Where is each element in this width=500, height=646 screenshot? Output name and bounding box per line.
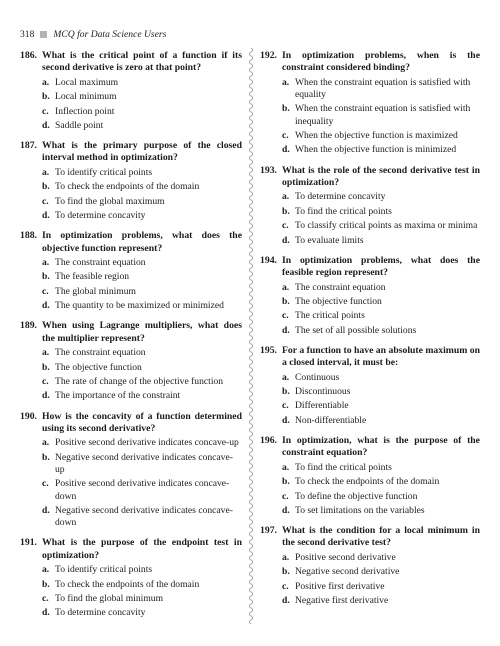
question-text: In optimization problems, what does the objective function represent? (42, 230, 242, 254)
option-label: d. (42, 210, 50, 222)
option-text: To set limitations on the variables (295, 504, 425, 516)
question-number: 191. (20, 537, 37, 549)
answer-option (260, 296, 480, 308)
option-label: c. (42, 105, 49, 117)
option-text: To check the endpoints of the domain (55, 181, 200, 193)
question-text: For a function to have an absolute maximum on a closed interval, it must be: (282, 344, 480, 369)
answer-option (20, 452, 242, 476)
answer-option (260, 206, 480, 218)
option-label: a. (42, 437, 50, 449)
option-label: a. (282, 551, 290, 563)
question-stem (20, 230, 242, 255)
question-text: In optimization, what is the purpose of the constraint equation? (282, 435, 480, 459)
option-text: Positive second derivative indicates concave-up (55, 437, 239, 449)
option-text: When the constraint equation is satisfied with equality (295, 76, 471, 100)
answer-option (260, 191, 480, 203)
option-label: a. (282, 371, 290, 383)
option-text: The critical points (295, 310, 365, 322)
option-label: c. (282, 580, 289, 592)
option-label: c. (42, 592, 49, 604)
option-label: d. (42, 300, 50, 312)
question-stem (260, 165, 480, 190)
option-label: d. (42, 390, 50, 402)
question-text: In optimization problems, what does the feasible region represent? (282, 254, 480, 279)
question-number: 193. (260, 164, 277, 176)
answer-option (20, 77, 242, 89)
question-189 (20, 320, 242, 402)
option-label: d. (42, 504, 50, 516)
question-191 (20, 537, 242, 619)
answer-option (260, 400, 480, 412)
question-193 (260, 165, 480, 247)
question-text: What is the purpose of the endpoint test in optimization? (42, 537, 242, 561)
option-label: d. (282, 595, 290, 607)
option-text: To define the objective function (295, 490, 418, 502)
answer-option (20, 210, 242, 222)
answer-option (260, 386, 480, 398)
option-label: d. (282, 234, 290, 246)
option-text: To check the endpoints of the domain (295, 476, 440, 488)
option-text: The global minimum (55, 285, 137, 297)
option-label: b. (42, 451, 50, 463)
option-text: Local minimum (55, 91, 117, 103)
answer-option (260, 130, 480, 142)
question-stem (20, 411, 242, 436)
question-number: 188. (20, 230, 37, 242)
question-text: What is the role of the second derivative test in optimization? (282, 164, 480, 188)
question-text: What is the condition for a local minimum in the second derivative test? (282, 525, 480, 549)
option-label: a. (42, 564, 50, 576)
answer-option (20, 106, 242, 118)
answer-option (20, 437, 242, 449)
answer-option (20, 271, 242, 283)
answer-option (20, 196, 242, 208)
question-197 (260, 525, 480, 607)
question-196 (260, 435, 480, 517)
answer-option (260, 310, 480, 322)
question-stem (20, 50, 242, 75)
option-label: b. (42, 271, 50, 283)
left-column (20, 50, 242, 628)
option-text: Negative first derivative (295, 595, 389, 607)
option-label: d. (282, 144, 290, 156)
option-text: When the objective function is minimized (295, 144, 457, 156)
question-stem (260, 435, 480, 460)
answer-option (20, 564, 242, 576)
option-text: When the constraint equation is satisfied with inequality (295, 103, 471, 127)
answer-option (20, 167, 242, 179)
option-label: d. (42, 119, 50, 131)
question-186 (20, 50, 242, 132)
option-label: b. (282, 476, 290, 488)
option-label: d. (282, 504, 290, 516)
question-number: 197. (260, 525, 277, 537)
question-stem (260, 525, 480, 550)
question-number: 190. (20, 410, 37, 422)
option-text: The importance of the constraint (55, 390, 181, 402)
answer-option (260, 220, 480, 232)
answer-option (20, 579, 242, 591)
option-text: The objective function (55, 361, 142, 373)
question-number: 189. (20, 320, 37, 332)
option-label: c. (282, 220, 289, 232)
answer-option (20, 286, 242, 298)
question-number: 192. (260, 50, 277, 61)
option-text: The constraint equation (295, 281, 386, 293)
answer-option (20, 376, 242, 388)
option-text: Continuous (295, 371, 340, 383)
option-label: b. (42, 361, 50, 373)
option-text: The objective function (295, 295, 382, 307)
question-text: How is the concavity of a function determined using its second derivative? (42, 410, 242, 434)
answer-option (20, 181, 242, 193)
answer-option (260, 595, 480, 607)
option-text: To determine concavity (55, 607, 146, 619)
question-text: What is the primary purpose of the closed interval method in optimization? (42, 140, 242, 164)
answer-option (20, 607, 242, 619)
option-text: To determine concavity (55, 210, 146, 222)
question-number: 186. (20, 50, 37, 61)
question-195 (260, 345, 480, 427)
answer-option (20, 390, 242, 402)
option-text: To find the global minimum (55, 592, 164, 604)
question-number: 196. (260, 435, 277, 447)
question-text: When using Lagrange multipliers, what does the multiplier represent? (42, 320, 242, 344)
option-text: Negative second derivative indicates concave-down (55, 504, 233, 529)
option-label: a. (282, 281, 290, 293)
answer-option (260, 103, 480, 127)
answer-option (260, 581, 480, 593)
option-text: Local maximum (55, 76, 119, 88)
answer-option (20, 362, 242, 374)
option-label: c. (282, 400, 289, 412)
answer-option (260, 144, 480, 156)
option-label: c. (42, 285, 49, 297)
option-text: The feasible region (55, 271, 130, 283)
answer-option (20, 120, 242, 132)
option-text: To determine concavity (295, 191, 386, 203)
question-188 (20, 230, 242, 312)
option-text: Differentiable (295, 400, 349, 412)
option-text: The rate of change of the objective function (55, 376, 224, 388)
option-label: a. (42, 76, 50, 88)
answer-option (260, 325, 480, 337)
question-192 (260, 50, 480, 157)
answer-option (20, 505, 242, 529)
answer-option (260, 552, 480, 564)
option-text: The quantity to be maximized or minimized (55, 300, 224, 312)
option-text: To evaluate limits (295, 234, 364, 246)
option-text: To find the global maximum (55, 195, 165, 207)
option-label: b. (42, 578, 50, 590)
option-label: b. (282, 103, 290, 115)
answer-option (260, 505, 480, 517)
question-194 (260, 255, 480, 337)
answer-option (260, 415, 480, 427)
option-label: c. (282, 490, 289, 502)
option-text: The constraint equation (55, 347, 146, 359)
option-label: a. (282, 191, 290, 203)
answer-option (260, 566, 480, 578)
option-label: d. (282, 414, 290, 426)
answer-option (260, 462, 480, 474)
question-stem (260, 255, 480, 280)
option-text: To check the endpoints of the domain (55, 578, 200, 590)
question-text: What is the critical point of a function if its second derivative is zero at that point? (42, 50, 242, 74)
option-text: Positive first derivative (295, 580, 385, 592)
answer-option (260, 77, 480, 101)
question-number: 187. (20, 140, 37, 152)
question-stem (260, 50, 480, 75)
question-187 (20, 140, 242, 222)
option-label: b. (42, 91, 50, 103)
answer-option (20, 300, 242, 312)
answer-option (260, 476, 480, 488)
option-text: Negative second derivative indicates concave-up (55, 451, 233, 475)
answer-option (260, 235, 480, 247)
option-text: To find the critical points (295, 205, 392, 217)
answer-option (20, 257, 242, 269)
answer-option (20, 91, 242, 103)
option-label: a. (42, 166, 50, 178)
question-number: 195. (260, 344, 277, 356)
page-header (20, 26, 166, 42)
question-stem (260, 345, 480, 370)
option-label: a. (42, 257, 50, 269)
answer-option (260, 372, 480, 384)
option-text: Positive second derivative (295, 551, 396, 563)
option-label: b. (282, 566, 290, 578)
option-label: c. (42, 195, 49, 207)
option-label: d. (42, 607, 50, 619)
option-label: b. (282, 386, 290, 398)
question-text: In optimization problems, when is the constraint considered binding? (282, 50, 480, 74)
option-text: To find the critical points (295, 461, 392, 473)
running-title: MCQ for Data Science Users (53, 28, 167, 40)
option-text: Discontinuous (295, 386, 351, 398)
option-text: To classify critical points as maxima or minima (295, 220, 478, 232)
answer-option (260, 491, 480, 503)
option-label: a. (282, 461, 290, 473)
option-text: Positive second derivative indicates concave-down (55, 478, 230, 502)
option-text: Negative second derivative (295, 566, 400, 578)
option-text: When the objective function is maximized (295, 129, 458, 141)
answer-option (20, 593, 242, 605)
option-label: a. (42, 347, 50, 359)
option-label: a. (282, 76, 290, 88)
header-square-icon (40, 31, 47, 38)
option-label: c. (282, 310, 289, 322)
option-label: c. (42, 376, 49, 388)
option-text: Inflection point (55, 105, 115, 117)
column-divider (246, 48, 256, 624)
answer-option (20, 478, 242, 502)
option-text: To identify critical points (55, 166, 153, 178)
question-190 (20, 411, 242, 530)
question-stem (20, 140, 242, 165)
question-stem (20, 320, 242, 345)
option-label: d. (282, 324, 290, 336)
option-label: b. (42, 181, 50, 193)
option-label: c. (282, 129, 289, 141)
option-text: Non-differentiable (295, 414, 367, 426)
option-text: Saddle point (55, 119, 104, 131)
answer-option (20, 347, 242, 359)
right-column (260, 50, 480, 615)
question-stem (20, 537, 242, 562)
page-number: 318 (20, 28, 35, 40)
option-label: c. (42, 478, 49, 490)
option-label: b. (282, 295, 290, 307)
option-text: To identify critical points (55, 564, 153, 576)
answer-option (260, 282, 480, 294)
option-text: The set of all possible solutions (295, 324, 417, 336)
option-label: b. (282, 205, 290, 217)
option-text: The constraint equation (55, 257, 146, 269)
question-number: 194. (260, 254, 277, 266)
